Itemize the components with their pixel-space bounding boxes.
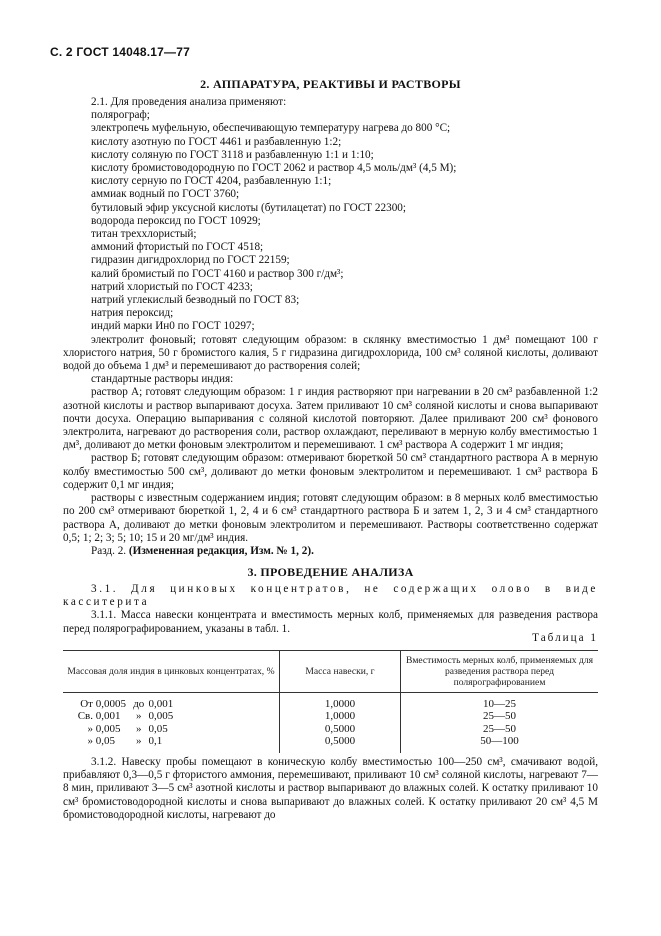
reagent-item: калий бромистый по ГОСТ 4160 и раствор 300 г/дм³;: [91, 267, 344, 280]
table-1: [63, 650, 598, 753]
reagent-item: гидразин дигидрохлорид по ГОСТ 22159;: [91, 254, 290, 267]
fraction-range-cell: [63, 710, 280, 722]
range-sep: до: [133, 698, 145, 710]
subsection-3-1-heading: 3.1. Для цинковых концентратов, не содержащих олово в виде касситерита: [63, 583, 598, 609]
reagent-item: полярограф;: [91, 109, 150, 122]
solution-a-paragraph: раствор А; готовят следующим образом: 1 г индия растворяют при нагревании в 20 см³ разбавленной 1:2 азотной кислоты и раствор выпаривают досуха. Затем приливают 10 см³ соляной кислоты и снова выпаривают почти досуха. Операцию выпаривания с соляной кислотой повторяют. Далее приливают 200 см³ фонового электролита, нагревают до растворения соли, раствор охлаждают, переливают в мерную колбу вместимостью 1 дм³, доливают до метки фоновым электролитом и перемешивают. 1 см³ раствора А содержит 1 мг индия;: [63, 386, 598, 452]
reagent-item: бутиловый эфир уксусной кислоты (бутилацетат) по ГОСТ 22300;: [91, 201, 406, 214]
table-header-row: [63, 651, 598, 693]
table-row: [63, 723, 598, 735]
table-header-cell: Масса навески, г: [280, 651, 401, 693]
volume-cell: 25—50: [401, 710, 599, 722]
fraction-range-cell: [63, 723, 280, 735]
reagent-item: кислоту соляную по ГОСТ 3118 и разбавленную 1:1 и 1:10;: [91, 148, 374, 161]
electrolyte-paragraph: электролит фоновый; готовят следующим образом: в склянку вместимостью 1 дм³ помещают 100 г хлористого натрия, 50 г бромистого калия, 5 г гидразина дигидрохлорида, 100 см³ соляной кислоты, доливают водой до объема 1 дм³ и перемешивают до растворения солей;: [63, 333, 598, 373]
mass-cell: 1,0000: [280, 693, 401, 711]
reagent-item: титан треххлористый;: [91, 228, 197, 241]
range-prefix: Св.: [77, 710, 93, 723]
range-prefix: »: [87, 722, 93, 735]
section-3-intro: [63, 583, 598, 636]
reagent-item: аммоний фтористый по ГОСТ 4518;: [91, 241, 264, 254]
reagent-item: натрий хлористый по ГОСТ 4233;: [91, 280, 253, 293]
reagent-item: аммиак водный по ГОСТ 3760;: [91, 188, 240, 201]
fraction-range-cell: [63, 693, 280, 711]
range-to: 0,001: [148, 698, 174, 710]
page-header: С. 2 ГОСТ 14048.17—77: [50, 45, 190, 59]
reagent-item: индий марки Ин0 по ГОСТ 10297;: [91, 320, 255, 333]
mass-cell: 0,5000: [280, 723, 401, 735]
section-2-body: [63, 96, 598, 558]
range-prefix: »: [87, 734, 93, 747]
paragraph-3-1-2: 3.1.2. Навеску пробы помещают в коническую колбу вместимостью 100—250 см³, смачивают водой, прибавляют 0,3—0,5 г фтористого аммония, перемешивают, приливают 10 см³ соляной кислоты, нагревают 7—8 мин, приливают 3—5 см³ азотной кислоты и раствор выпаривают до влажных солей. К остатку приливают 10 см³ бромистоводородной кислоты и снова выпаривают до влажных солей. К остатку приливают 20 см³ 4,5 М бромистоводородной кислоты, нагревают до: [63, 756, 598, 821]
table-header-cell: Массовая доля индия в цинковых концентратах, %: [63, 651, 280, 693]
reagent-item: кислоту азотную по ГОСТ 4461 и разбавленную 1:2;: [91, 135, 342, 148]
reagent-item: натрий углекислый безводный по ГОСТ 83;: [91, 294, 300, 307]
range-from: 0,0005: [95, 698, 126, 710]
section-3-body: [63, 756, 598, 822]
amendment-prefix: Разд. 2.: [91, 544, 129, 557]
range-from: 0,05: [95, 734, 115, 747]
standard-solutions-heading: стандартные растворы индия:: [91, 373, 234, 386]
reagent-item: водорода пероксид по ГОСТ 10929;: [91, 214, 261, 227]
table-header-cell: Вместимость мерных колб, применяемых для разведения раствора перед полярографированием: [401, 651, 599, 693]
range-to: 0,1: [148, 734, 163, 747]
range-to: 0,005: [148, 710, 174, 723]
reagent-item: электропечь муфельную, обеспечивающую температуру нагрева до 800 °С;: [91, 122, 451, 135]
reagent-item: кислоту серную по ГОСТ 4204, разбавленную 1:1;: [91, 175, 332, 188]
amendment-bold: (Измененная редакция, Изм. № 1, 2).: [128, 544, 314, 557]
table-row: [63, 710, 598, 722]
fraction-range-cell: [63, 735, 280, 753]
range-from: 0,005: [95, 722, 121, 735]
volume-cell: 25—50: [401, 723, 599, 735]
reagent-item: кислоту бромистоводородную по ГОСТ 2062 и раствор 4,5 моль/дм³ (4,5 М);: [91, 162, 457, 175]
range-sep: »: [136, 722, 142, 735]
paragraph-3-1-1: 3.1.1. Масса навески концентрата и вместимость мерных колб, применяемых для разведения раствора перед полярографированием, указаны в табл. 1.: [63, 609, 598, 635]
table-row: [63, 735, 598, 753]
range-from: 0,001: [95, 710, 121, 723]
solution-b-paragraph: раствор Б; готовят следующим образом: отмеривают бюреткой 50 см³ стандартного раствора А в мерную колбу вместимостью 500 см³, доливают до метки фоновым электролитом и перемешивают. 1 см³ раствора Б содержит 0,1 мг индия;: [63, 452, 598, 491]
range-to: 0,05: [148, 722, 168, 735]
reagent-item: натрия пероксид;: [91, 307, 174, 320]
mass-cell: 0,5000: [280, 735, 401, 753]
section-2-title: 2. АППАРАТУРА, РЕАКТИВЫ И РАСТВОРЫ: [200, 77, 461, 91]
range-prefix: От: [80, 698, 93, 710]
volume-cell: 10—25: [401, 693, 599, 711]
table-caption: Таблица 1: [532, 632, 598, 644]
volume-cell: 50—100: [401, 735, 599, 753]
section-2-intro: 2.1. Для проведения анализа применяют:: [91, 96, 287, 108]
known-solutions-paragraph: растворы с известным содержанием индия; готовят следующим образом: в 8 мерных колб вместимостью по 200 см³ отмеривают бюреткой 1, 2, 4 и 6 см³ стандартного раствора Б и затем 1, 2, 3 и 4 см³ стандартного раствора А, доливают до метки фоновым электролитом и перемешивают. Растворы соответственно содержат 0,5; 1; 2; 3; 5; 10; 15 и 20 мг/дм³ индия.: [63, 492, 598, 544]
range-sep: »: [136, 710, 142, 723]
mass-cell: 1,0000: [280, 710, 401, 722]
table-row: [63, 693, 598, 711]
section-3-title: 3. ПРОВЕДЕНИЕ АНАЛИЗА: [247, 565, 414, 579]
range-sep: »: [136, 734, 142, 747]
amendment-note: [63, 545, 598, 558]
